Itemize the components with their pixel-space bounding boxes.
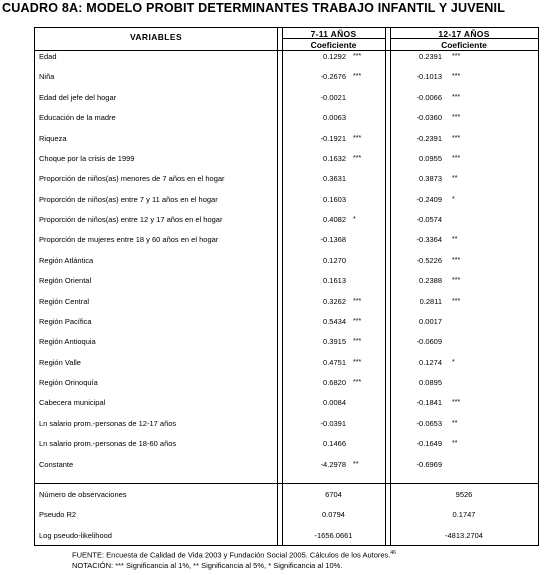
sig-7-11: *** bbox=[353, 154, 362, 162]
stat-label: Número de observaciones bbox=[39, 490, 127, 499]
sig-12-17: ** bbox=[452, 440, 458, 448]
coef-7-11: -0.0391 bbox=[320, 418, 346, 428]
coef-header-7-11: Coeficiente bbox=[310, 40, 357, 50]
coef-7-11: 0.1603 bbox=[323, 194, 346, 204]
coef-7-11: -0.1921 bbox=[320, 133, 346, 143]
sig-12-17: ** bbox=[452, 419, 458, 427]
sig-7-11: *** bbox=[353, 358, 362, 366]
sig-12-17: *** bbox=[452, 297, 461, 305]
coef-7-11: 0.3631 bbox=[323, 174, 346, 184]
coef-12-17: 0.2388 bbox=[419, 276, 442, 286]
coef-7-11: 0.0084 bbox=[323, 398, 346, 408]
variable-label: Riqueza bbox=[39, 133, 67, 143]
coef-12-17: -0.0653 bbox=[416, 418, 442, 428]
table-title: CUADRO 8A: MODELO PROBIT DETERMINANTES TRABAJO INFANTIL Y JUVENIL bbox=[2, 1, 506, 15]
coef-12-17: -0.0360 bbox=[416, 113, 442, 123]
sig-12-17: *** bbox=[452, 114, 461, 122]
group-header-7-11: 7-11 AÑOS bbox=[310, 29, 357, 39]
sig-7-11: * bbox=[353, 216, 356, 224]
variable-label: Ln salario prom.-personas de 12-17 años bbox=[39, 418, 177, 428]
stat-label: Pseudo R2 bbox=[39, 510, 77, 519]
coef-7-11: 0.1292 bbox=[323, 52, 346, 61]
variable-label: Región Atlántica bbox=[39, 255, 94, 265]
column-divider bbox=[282, 28, 283, 545]
source-reference: 46 bbox=[390, 550, 396, 556]
sig-7-11: *** bbox=[353, 338, 362, 346]
notation-footnote: NOTACIÓN: *** Significancia al 1%, ** Significancia al 5%, * Significancia al 10%. bbox=[72, 561, 343, 570]
variable-label: Ln salario prom.-personas de 18-60 años bbox=[39, 439, 177, 449]
variable-label: Región Antioquia bbox=[39, 337, 96, 347]
coef-7-11: 0.1613 bbox=[323, 276, 346, 286]
coef-7-11: 0.1270 bbox=[323, 255, 346, 265]
sig-12-17: * bbox=[452, 358, 455, 366]
sig-7-11: *** bbox=[353, 297, 362, 305]
sig-12-17: *** bbox=[452, 93, 461, 101]
sig-7-11: ** bbox=[353, 460, 359, 468]
sig-12-17: *** bbox=[452, 154, 461, 162]
sig-12-17: *** bbox=[452, 399, 461, 407]
coef-7-11: -0.1368 bbox=[320, 235, 346, 245]
coef-12-17: -0.3364 bbox=[416, 235, 442, 245]
stat-12-17: -4813.2704 bbox=[445, 531, 483, 540]
sig-7-11: *** bbox=[353, 134, 362, 142]
coef-12-17: -0.6969 bbox=[416, 459, 442, 469]
sig-7-11: *** bbox=[353, 73, 362, 81]
sig-12-17: ** bbox=[452, 175, 458, 183]
variables-header: VARIABLES bbox=[129, 32, 183, 42]
sig-12-17: *** bbox=[452, 53, 461, 60]
coef-12-17: 0.1274 bbox=[419, 357, 442, 367]
variable-label: Región Central bbox=[39, 296, 90, 306]
coef-12-17: 0.0895 bbox=[419, 378, 442, 388]
coef-12-17: -0.1013 bbox=[416, 72, 442, 82]
sig-12-17: ** bbox=[452, 236, 458, 244]
variable-label: Región Valle bbox=[39, 357, 81, 367]
coef-7-11: 0.6820 bbox=[323, 378, 346, 388]
variable-label: Choque por la crisis de 1999 bbox=[39, 153, 135, 163]
sig-12-17: *** bbox=[452, 73, 461, 81]
coef-12-17: -0.2409 bbox=[416, 194, 442, 204]
variable-label: Proporción de niños(as) menores de 7 años en el hogar bbox=[39, 174, 225, 184]
coef-7-11: -4.2978 bbox=[320, 459, 346, 469]
sig-12-17: *** bbox=[452, 134, 461, 142]
coef-12-17: -0.0066 bbox=[416, 92, 442, 102]
variable-label: Proporción de niños(as) entre 7 y 11 años en el hogar bbox=[39, 194, 218, 204]
sig-7-11: *** bbox=[353, 379, 362, 387]
coef-7-11: 0.1466 bbox=[323, 439, 346, 449]
coef-12-17: 0.0017 bbox=[419, 316, 442, 326]
variable-label: Edad bbox=[39, 52, 57, 61]
stat-12-17: 0.1747 bbox=[452, 510, 476, 519]
variable-label: Región Orinoquía bbox=[39, 378, 98, 388]
coef-12-17: -0.0574 bbox=[416, 215, 442, 225]
coef-7-11: 0.0063 bbox=[323, 113, 346, 123]
coef-header-12-17: Coeficiente bbox=[441, 40, 487, 50]
coef-7-11: 0.5434 bbox=[323, 316, 346, 326]
source-text: FUENTE: Encuesta de Calidad de Vida 2003 y Fundación Social 2005. Cálculos de los Autores. bbox=[72, 550, 391, 560]
variable-label: Proporción de niños(as) entre 12 y 17 años en el hogar bbox=[39, 215, 223, 225]
coef-12-17: -0.2391 bbox=[416, 133, 442, 143]
variable-label: Cabecera municipal bbox=[39, 398, 106, 408]
coef-7-11: -0.0021 bbox=[320, 92, 346, 102]
stat-12-17: 9526 bbox=[455, 490, 473, 499]
variable-label: Educación de la madre bbox=[39, 113, 116, 123]
stat-7-11: -1656.0661 bbox=[314, 531, 353, 540]
variable-label: Región Pacífica bbox=[39, 316, 92, 326]
sig-7-11: *** bbox=[353, 317, 362, 325]
coef-7-11: 0.3262 bbox=[323, 296, 346, 306]
variable-label: Región Oriental bbox=[39, 276, 92, 286]
coef-7-11: 0.4751 bbox=[323, 357, 346, 367]
coef-7-11: 0.1632 bbox=[323, 153, 346, 163]
coef-7-11: -0.2676 bbox=[320, 72, 346, 82]
source-footnote bbox=[72, 550, 396, 560]
coef-12-17: -0.0609 bbox=[416, 337, 442, 347]
stat-7-11: 6704 bbox=[325, 490, 342, 499]
variable-label: Constante bbox=[39, 459, 74, 469]
sig-12-17: *** bbox=[452, 277, 461, 285]
sig-7-11: *** bbox=[353, 53, 362, 60]
coef-7-11: 0.4082 bbox=[323, 215, 346, 225]
coef-12-17: -0.5226 bbox=[416, 255, 442, 265]
sig-12-17: *** bbox=[452, 256, 461, 264]
coef-12-17: 0.2391 bbox=[419, 52, 442, 61]
group-header-12-17: 12-17 AÑOS bbox=[438, 29, 490, 39]
coef-12-17: 0.2811 bbox=[419, 296, 442, 306]
sig-12-17: * bbox=[452, 195, 455, 203]
column-divider bbox=[277, 28, 278, 545]
coef-12-17: 0.0955 bbox=[419, 153, 442, 163]
probit-table bbox=[34, 27, 539, 546]
variable-label: Edad del jefe del hogar bbox=[39, 92, 117, 102]
header-rule bbox=[35, 50, 538, 51]
variable-label: Niña bbox=[39, 72, 55, 82]
coef-7-11: 0.3915 bbox=[323, 337, 346, 347]
coef-12-17: 0.3873 bbox=[419, 174, 442, 184]
coef-12-17: -0.1841 bbox=[416, 398, 442, 408]
stat-label: Log pseudo-likelihood bbox=[39, 531, 112, 540]
variable-label: Proporción de mujeres entre 18 y 60 años en el hogar bbox=[39, 235, 219, 245]
coef-12-17: -0.1649 bbox=[416, 439, 442, 449]
stats-rule bbox=[35, 483, 538, 484]
stat-7-11: 0.0794 bbox=[322, 510, 345, 519]
